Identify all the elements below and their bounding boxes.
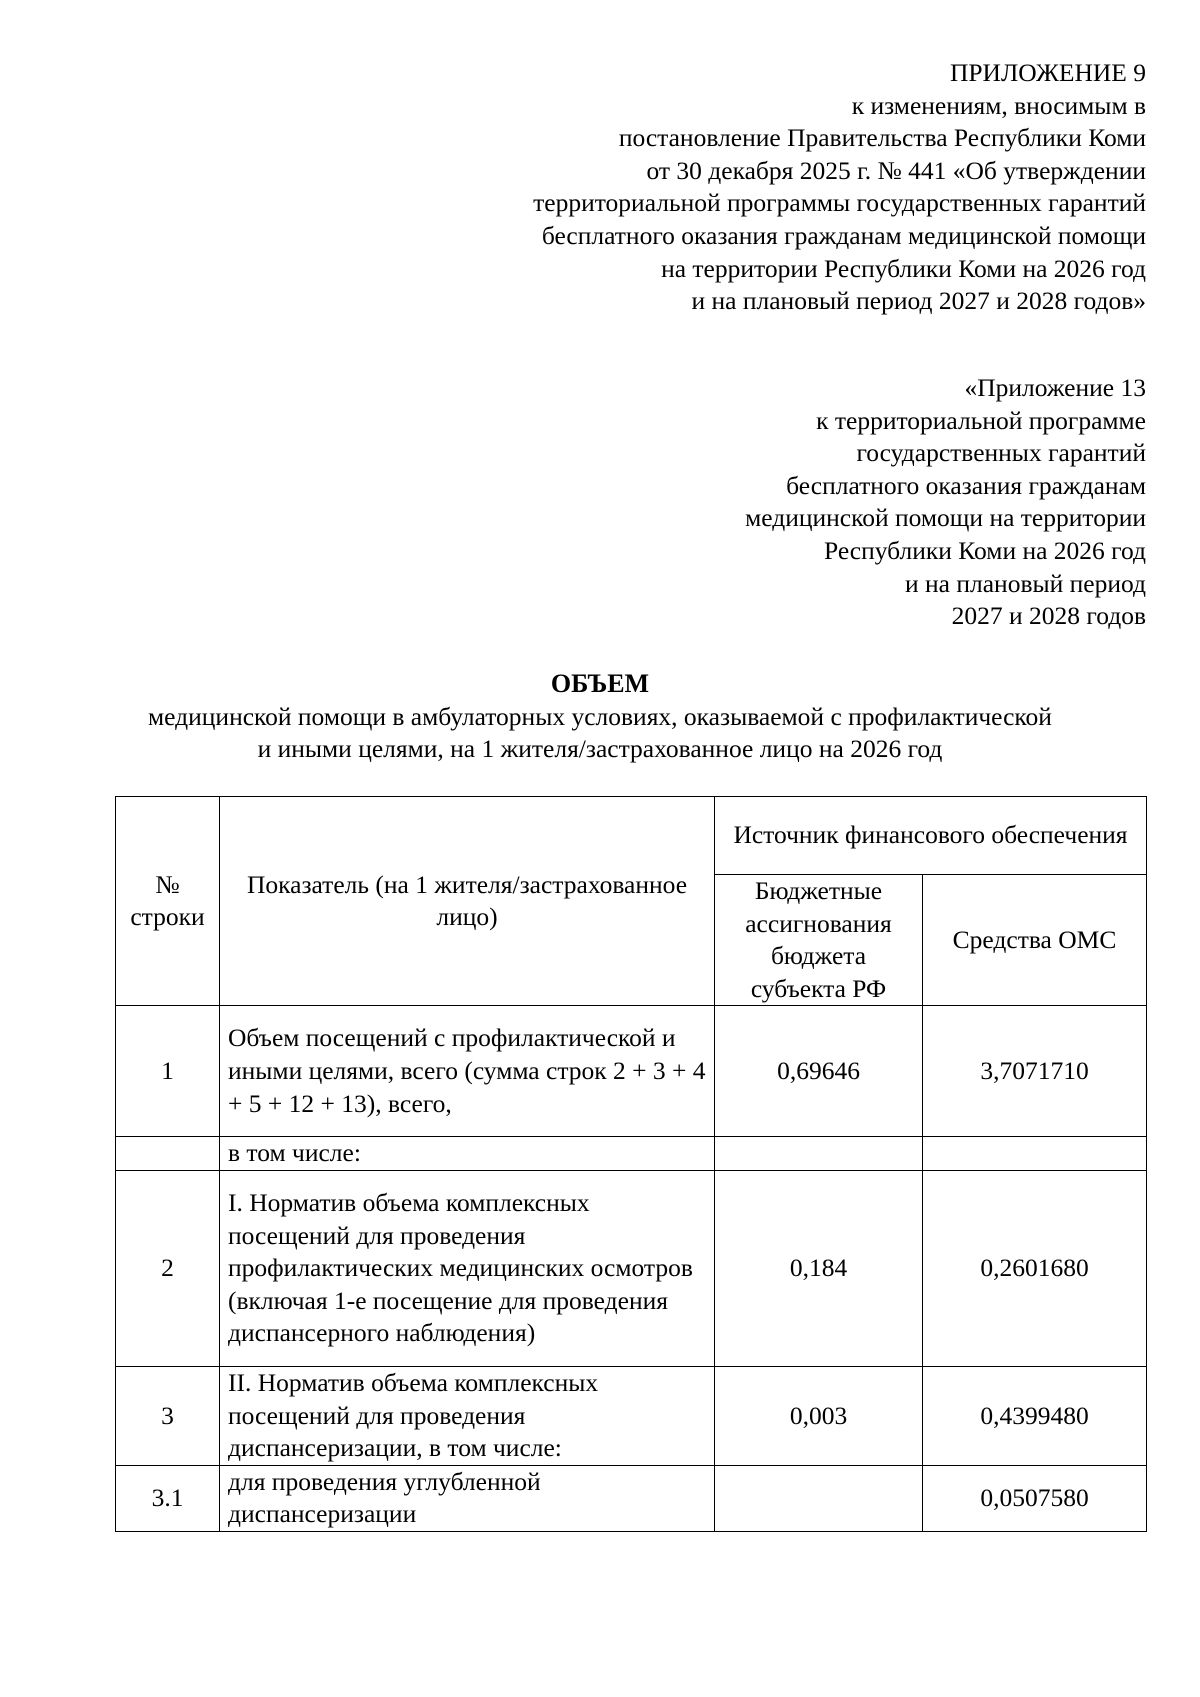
appendix-9-line: постановление Правительства Республики Коми: [618, 123, 1146, 153]
row-budget-value: [715, 1137, 923, 1171]
row-number: 2: [116, 1170, 220, 1366]
appendix-9-line: к изменениям, вносимым в: [851, 90, 1146, 120]
row-indicator: Объем посещений с профилактической и иными целями, всего (сумма строк 2 + 3 + 4 + 5 + 12 + 13), всего,: [220, 1006, 715, 1137]
row-indicator: II. Норматив объема комплексных посещений для проведения диспансеризации, в том числе:: [220, 1366, 715, 1465]
appendix-13-line: государственных гарантий: [856, 438, 1146, 468]
appendix-9-line: на территории Республики Коми на 2026 год: [661, 253, 1146, 283]
table-row: [116, 1137, 1147, 1171]
header-funding-source: Источник финансового обеспечения: [715, 797, 1147, 875]
appendix-13-header: [745, 372, 1146, 633]
row-oms-value: 0,2601680: [923, 1170, 1147, 1366]
row-number: [116, 1137, 220, 1171]
appendix-13-line: «Приложение 13: [964, 373, 1146, 402]
appendix-13-line: медицинской помощи на территории: [745, 503, 1146, 533]
title-line: и иными целями, на 1 жителя/застрахованное лицо на 2026 год: [257, 734, 943, 764]
row-number: 3: [116, 1366, 220, 1465]
table-row: [116, 1465, 1147, 1531]
header-row-number: № строки: [116, 797, 220, 1006]
appendix-13-line: к территориальной программе: [816, 405, 1146, 435]
appendix-9-line: бесплатного оказания гражданам медицинской помощи: [541, 220, 1146, 250]
title-line: медицинской помощи в амбулаторных условиях, оказываемой с профилактической: [148, 701, 1052, 731]
row-oms-value: [923, 1137, 1147, 1171]
document-title: [60, 668, 1140, 766]
volume-table: [115, 796, 1147, 1532]
row-indicator: для проведения углубленной диспансеризации: [220, 1465, 715, 1531]
row-number: 1: [116, 1006, 220, 1137]
table-row: [116, 1170, 1147, 1366]
table-row: [116, 1006, 1147, 1137]
table-row: [116, 1366, 1147, 1465]
row-budget-value: [715, 1465, 923, 1531]
header-oms: Средства ОМС: [923, 875, 1147, 1006]
appendix-13-line: 2027 и 2028 годов: [951, 601, 1146, 631]
header-budget: Бюджетные ассигнования бюджета субъекта РФ: [715, 875, 923, 1006]
appendix-13-line: бесплатного оказания гражданам: [786, 470, 1146, 500]
row-oms-value: 3,7071710: [923, 1006, 1147, 1137]
row-number: 3.1: [116, 1465, 220, 1531]
appendix-9-line: территориальной программы государственных гарантий: [533, 188, 1146, 218]
title-heading: ОБЪЕМ: [550, 669, 650, 698]
appendix-13-line: и на плановый период: [905, 568, 1146, 598]
row-oms-value: 0,0507580: [923, 1465, 1147, 1531]
row-indicator: I. Норматив объема комплексных посещений для проведения профилактических медицинских осмотров (включая 1-е посещение для проведения диспансерного наблюдения): [220, 1170, 715, 1366]
appendix-13-line: Республики Коми на 2026 год: [824, 535, 1146, 565]
appendix-9-line: ПРИЛОЖЕНИЕ 9: [949, 58, 1146, 87]
row-indicator: в том числе:: [220, 1137, 715, 1171]
row-budget-value: 0,003: [715, 1366, 923, 1465]
appendix-9-line: и на плановый период 2027 и 2028 годов»: [691, 286, 1146, 316]
appendix-9-line: от 30 декабря 2025 г. № 441 «Об утверждении: [646, 155, 1146, 185]
row-budget-value: 0,69646: [715, 1006, 923, 1137]
row-oms-value: 0,4399480: [923, 1366, 1147, 1465]
header-indicator: Показатель (на 1 жителя/застрахованное лицо): [220, 797, 715, 1006]
appendix-9-header: [533, 57, 1146, 318]
row-budget-value: 0,184: [715, 1170, 923, 1366]
